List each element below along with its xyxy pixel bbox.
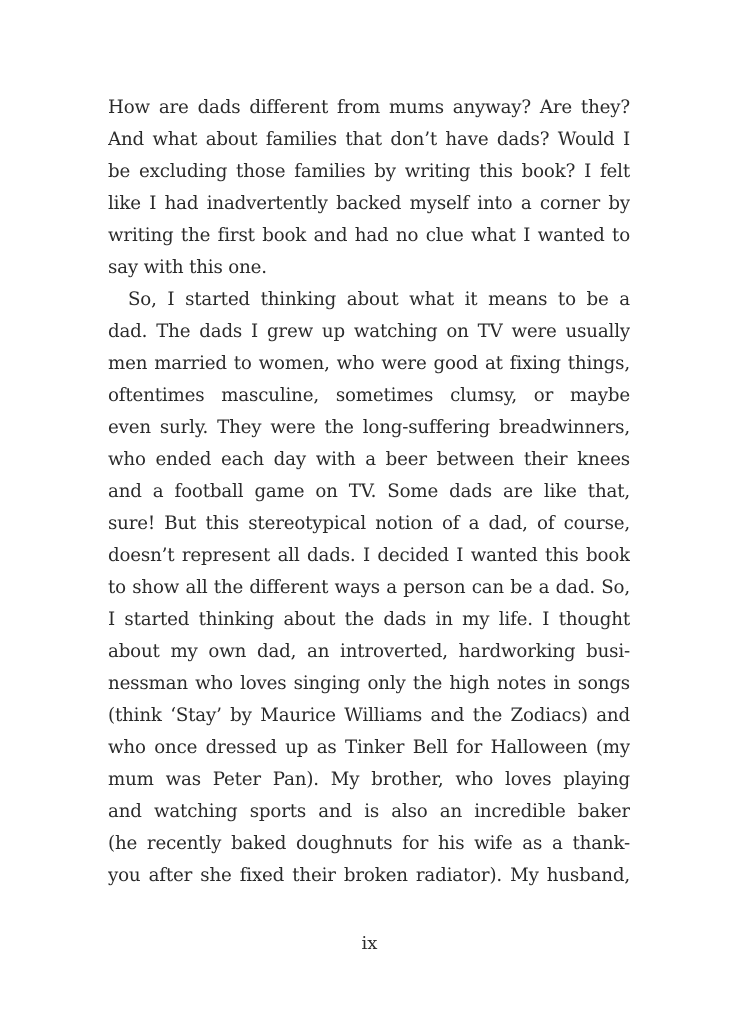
text-line: writing the first book and had no clue what I wanted to [108, 225, 630, 246]
text-line: (think ‘Stay’ by Maurice Williams and the Zodiacs) and [108, 705, 630, 726]
text-line: dad. The dads I grew up watching on TV were usually [108, 321, 630, 342]
text-line: say with this one. [108, 257, 267, 278]
text-line: like I had inadvertently backed myself into a corner by [108, 193, 630, 214]
text-line: to show all the different ways a person can be a dad. So, [108, 577, 630, 598]
text-line: you after she fixed their broken radiator). My husband, [108, 865, 630, 886]
text-line: and watching sports and is also an incredible baker [108, 801, 630, 822]
text-line: (he recently baked doughnuts for his wife as a thank- [108, 833, 630, 854]
text-line: be excluding those families by writing this book? I felt [108, 161, 630, 182]
text-line: And what about families that don’t have dads? Would I [108, 129, 630, 150]
text-line: who once dressed up as Tinker Bell for Halloween (my [108, 737, 630, 758]
text-line: I started thinking about the dads in my life. I thought [108, 609, 630, 630]
text-line: sure! But this stereotypical notion of a dad, of course, [108, 513, 630, 534]
text-line: about my own dad, an introverted, hardworking busi- [108, 641, 630, 662]
text-line: How are dads different from mums anyway? Are they? [108, 97, 630, 118]
text-line: oftentimes masculine, sometimes clumsy, or maybe [108, 385, 630, 406]
page-number: ix [361, 933, 378, 954]
text-line: men married to women, who were good at fixing things, [108, 353, 630, 374]
text-line: even surly. They were the long-suffering breadwinners, [108, 417, 630, 438]
text-line: So, I started thinking about what it means to be a [128, 289, 630, 310]
text-line: and a football game on TV. Some dads are like that, [108, 481, 630, 502]
body-text [108, 92, 630, 892]
text-line: mum was Peter Pan). My brother, who loves playing [108, 769, 630, 790]
text-line: nessman who loves singing only the high notes in songs [108, 673, 630, 694]
text-line: doesn’t represent all dads. I decided I wanted this book [108, 545, 630, 566]
text-line: who ended each day with a beer between their knees [108, 449, 630, 470]
